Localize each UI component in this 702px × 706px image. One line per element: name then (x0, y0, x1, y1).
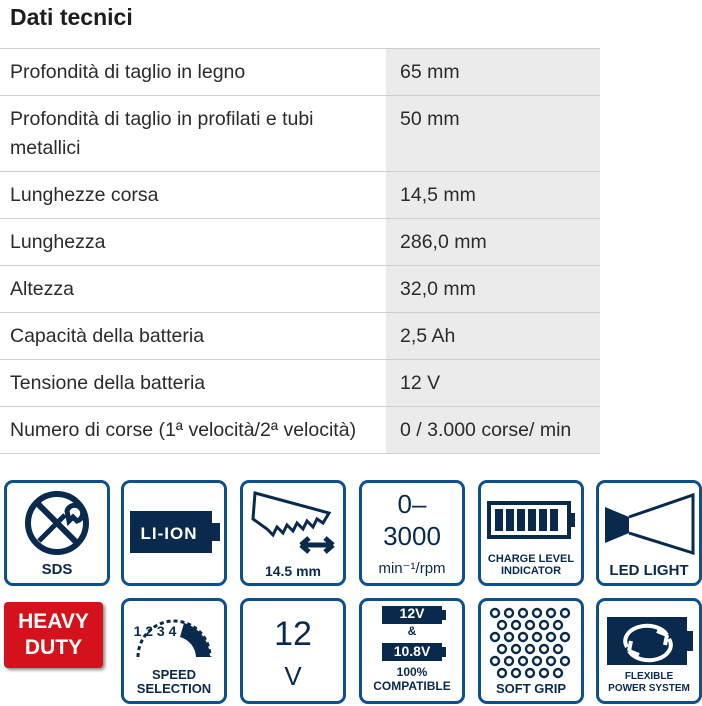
flex-tile (596, 598, 702, 704)
compat-line1: 12V (399, 605, 425, 621)
charge-label2: INDICATOR (500, 565, 562, 577)
speed-label2: SELECTION (136, 681, 212, 696)
spec-label: Profondità di taglio in legno (0, 49, 386, 96)
stroke-tile (240, 480, 346, 586)
spec-row (0, 313, 600, 360)
speed-tile (121, 598, 227, 704)
spec-row (0, 360, 600, 407)
rpm-line2: 3000 (383, 521, 441, 551)
compat-line4: 100% (396, 665, 428, 679)
compat-tile (359, 598, 465, 704)
spec-row (0, 219, 600, 266)
spec-row (0, 266, 600, 313)
page-title: Dati tecnici (10, 4, 133, 30)
spec-label: Profondità di taglio in profilati e tubi metallici (0, 96, 386, 172)
spec-label: Altezza (0, 266, 386, 313)
heavy-line2: DUTY (24, 636, 83, 659)
heavy-duty-badge (4, 602, 103, 668)
grip-tile (478, 598, 584, 704)
charge-label1: CHARGE LEVEL (487, 553, 575, 565)
speed-dial-numbers: 1 2 3 4 (133, 623, 177, 639)
liion-label: LI-ION (140, 524, 198, 543)
led-label: LED LIGHT (609, 562, 689, 579)
speed-label1: SPEED (151, 667, 197, 682)
flex-label1: FLEXIBLE (624, 671, 674, 682)
spec-label: Numero di corse (1ª velocità/2ª velocità) (0, 407, 386, 454)
charge-tile (478, 480, 584, 586)
voltage-line1: 12 (274, 615, 312, 653)
spec-label: Lunghezza (0, 219, 386, 266)
spec-label: Tensione della batteria (0, 360, 386, 407)
rpm-tile (359, 480, 465, 586)
stroke-label: 14.5 mm (264, 563, 322, 579)
compat-line3: 10.8V (393, 643, 431, 659)
compat-line2: & (407, 624, 417, 638)
spec-row (0, 407, 600, 454)
spec-label: Capacità della batteria (0, 313, 386, 360)
voltage-tile (240, 598, 346, 704)
rpm-line1: 0– (397, 489, 427, 519)
heavy-line1: HEAVY (18, 610, 89, 633)
liion-tile (121, 480, 227, 586)
spec-row (0, 96, 600, 172)
spec-value: 14,5 mm (386, 172, 600, 219)
spec-table (0, 48, 600, 454)
grip-label: SOFT GRIP (495, 681, 567, 696)
compat-line5: COMPATIBLE (373, 679, 451, 693)
sds-tile (4, 480, 110, 586)
spec-value: 32,0 mm (386, 266, 600, 313)
spec-value: 0 / 3.000 corse/ min (386, 407, 600, 454)
spec-value: 12 V (386, 360, 600, 407)
flex-label2: POWER SYSTEM (608, 683, 690, 694)
spec-value: 50 mm (386, 96, 600, 172)
rpm-line3: min⁻¹/rpm (378, 560, 446, 577)
spec-value: 65 mm (386, 49, 600, 96)
spec-row (0, 49, 600, 96)
spec-value: 286,0 mm (386, 219, 600, 266)
spec-value: 2,5 Ah (386, 313, 600, 360)
spec-label: Lunghezze corsa (0, 172, 386, 219)
voltage-line2: V (284, 661, 302, 691)
spec-row (0, 172, 600, 219)
led-tile (596, 480, 702, 586)
sds-label: SDS (41, 561, 73, 578)
